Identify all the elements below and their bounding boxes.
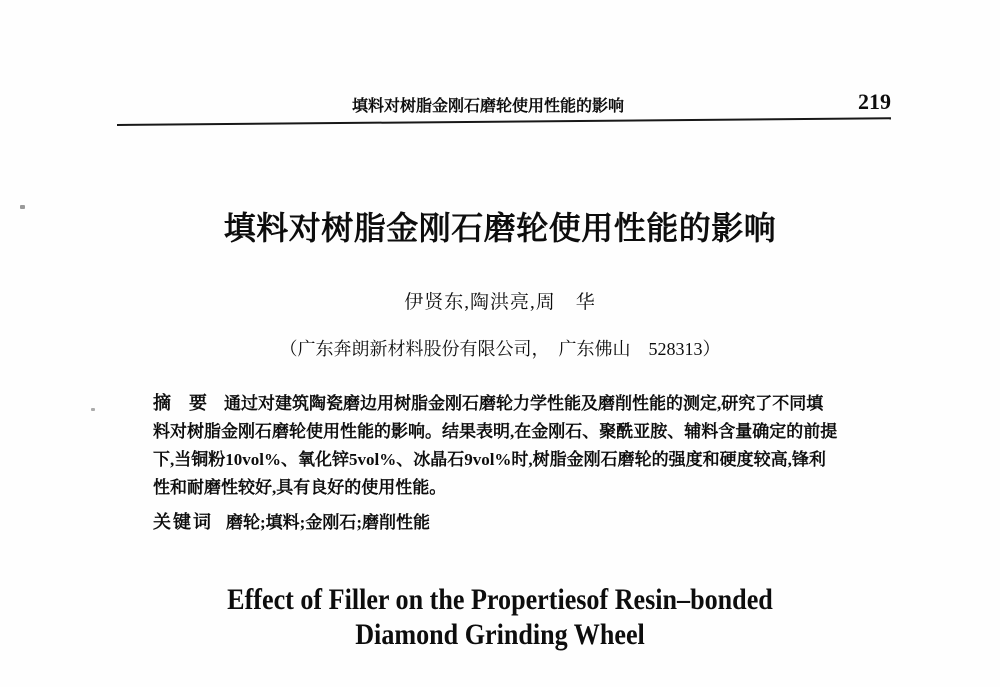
keywords-section [153,508,430,534]
scan-speck [91,408,95,411]
article-title-cn: 填料对树脂金刚石磨轮使用性能的影响 [223,210,777,246]
keywords-text: 磨轮;填料;金刚石;磨削性能 [226,513,430,532]
authors-line: 伊贤东,陶洪亮,周 华 [404,292,596,313]
running-header-title: 填料对树脂金刚石磨轮使用性能的影响 [352,98,625,115]
affiliation-line: （广东奔朗新材料股份有限公司， 广东佛山 528313） [279,339,721,359]
keywords-label: 关键词 [153,512,213,532]
page-number: 219 [858,89,891,114]
title-en-line2: Diamond Grinding Wheel [355,618,645,651]
abstract-text: 通过对建筑陶瓷磨边用树脂金刚石磨轮力学性能及磨削性能的测定,研究了不同填 [224,394,824,413]
abstract-label: 摘 要 [153,393,207,413]
abstract-line [153,389,873,418]
abstract-line: 下,当铜粉10vol%、氧化锌5vol%、冰晶石9vol%时,树脂金刚石磨轮的强度和硬度较高,锋利 [153,450,826,469]
article-title-en [0,582,1000,652]
scan-speck [20,205,25,209]
abstract-line: 性和耐磨性较好,具有良好的使用性能。 [153,478,447,497]
header-rule [117,117,891,126]
abstract-line: 料对树脂金刚石磨轮使用性能的影响。结果表明,在金刚石、聚酰亚胺、辅料含量确定的前提 [153,422,838,441]
abstract-section [153,389,873,502]
title-en-line1: Effect of Filler on the Propertiesof Resin–bonded [227,583,773,616]
